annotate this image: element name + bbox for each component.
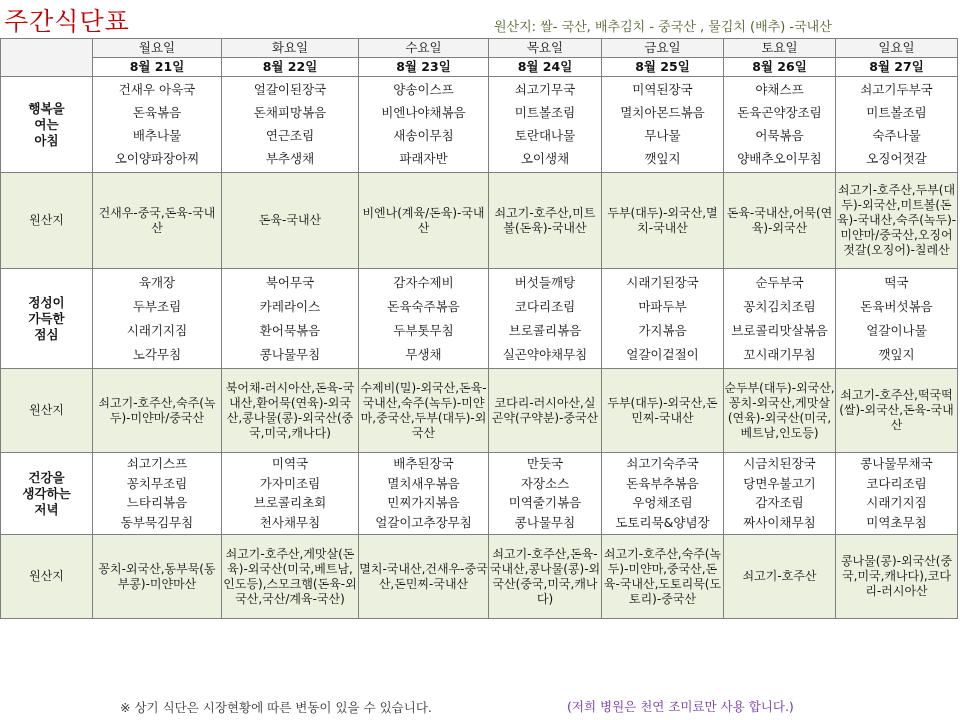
menu-cell [724, 269, 836, 369]
menu-item: 미역국 [271, 456, 309, 472]
origin-label: 원산지 [1, 369, 93, 453]
origin-cell: 돈육-국내산,어묵(연육)-외국산 [724, 173, 836, 269]
menu-item: 쇠고기스프 [126, 456, 188, 472]
menu-item: 자장소스 [520, 475, 570, 491]
meal-row [1, 269, 958, 369]
seasoning-notice: (저희 병원은 천연 조미료만 사용 합니다.) [567, 699, 794, 714]
origin-cell: 콩나물(콩)-외국산(중국,미국,캐나다),코다리-러시아산 [836, 535, 958, 619]
menu-item: 콩나물무침 [259, 346, 321, 362]
menu-cell [602, 453, 724, 535]
menu-item: 북어무국 [265, 274, 315, 290]
menu-item: 쇠고기숙주국 [626, 456, 699, 472]
menu-item: 미역초무침 [866, 514, 927, 530]
day-header: 토요일 [724, 39, 836, 58]
weekly-menu-table [0, 38, 958, 619]
corner-cell [1, 39, 93, 77]
menu-cell [359, 269, 489, 369]
menu-item: 얼갈이나물 [866, 322, 927, 338]
menu-item: 얼갈이고추장무침 [375, 514, 472, 530]
menu-item: 양송이스프 [393, 82, 454, 97]
menu-item: 시래기지짐 [126, 322, 188, 338]
menu-item: 돈채피망볶음 [253, 105, 327, 120]
menu-cell [602, 77, 724, 173]
menu-item: 시래기지짐 [866, 495, 927, 511]
day-header: 수요일 [359, 39, 489, 58]
menu-item: 돈육곤약장조림 [737, 105, 822, 120]
origin-cell: 쇠고기-호주산,숙주(녹두)-미얀마,중국산,돈육-국내산,도토리묵(도토리)-중국산 [602, 535, 724, 619]
origin-cell: 쇠고기-호주산,돈육-국내산,콩나물(콩)-외국산(중국,미국,캐나다) [489, 535, 602, 619]
menu-item: 코다리조림 [514, 298, 576, 314]
origin-row [1, 369, 958, 453]
origin-cell: 두부(대두)-외국산,돈민찌-국내산 [602, 369, 724, 453]
menu-item: 연근조림 [265, 128, 315, 143]
origin-cell: 비엔나(계육/돈육)-국내산 [359, 173, 489, 269]
menu-item: 새송이무침 [393, 128, 454, 143]
menu-cell [489, 453, 602, 535]
menu-item: 시래기된장국 [626, 274, 699, 290]
menu-item: 당면우불고기 [743, 475, 816, 491]
date-header-row [1, 58, 958, 77]
menu-item: 꽁치김치조림 [743, 298, 816, 314]
day-header: 일요일 [836, 39, 958, 58]
origin-cell: 쇠고기-호주산 [724, 535, 836, 619]
menu-item: 깻잎지 [878, 346, 915, 362]
menu-item: 무나물 [644, 128, 681, 143]
menu-item: 시금치된장국 [743, 456, 816, 472]
meal-label: 정성이 가득한 점심 [1, 269, 93, 369]
menu-item: 얼갈이겉절이 [626, 346, 699, 362]
menu-cell [602, 269, 724, 369]
menu-cell [222, 269, 359, 369]
menu-cell [724, 453, 836, 535]
menu-item: 깻잎지 [644, 151, 681, 166]
menu-cell [93, 77, 222, 173]
menu-item: 짜사이채무침 [743, 514, 816, 530]
menu-item: 민찌가지볶음 [387, 495, 460, 511]
origin-cell: 두부(대두)-외국산,멸치-국내산 [602, 173, 724, 269]
menu-item: 도토리묵&양념장 [615, 514, 710, 530]
day-header: 화요일 [222, 39, 359, 58]
menu-item: 느타리볶음 [126, 495, 188, 511]
menu-cell [489, 269, 602, 369]
origin-cell: 순두부(대두)-외국산,꽁치-외국산,게맛살(연육)-외국산(미국,베트남,인도등) [724, 369, 836, 453]
menu-item: 멸치새우볶음 [387, 475, 460, 491]
day-header: 금요일 [602, 39, 724, 58]
menu-item: 가지볶음 [638, 322, 687, 338]
menu-item: 부추생채 [265, 151, 315, 166]
menu-item: 감자조림 [755, 495, 804, 511]
menu-item: 멸치아몬드볶음 [620, 105, 705, 120]
menu-item: 비엔나야채볶음 [381, 105, 466, 120]
origin-cell: 꽁치-외국산,동부묵(동부콩)-미얀마산 [93, 535, 222, 619]
menu-change-notice: ※ 상기 식단은 시장현황에 따른 변동이 있을 수 있습니다. [120, 700, 432, 715]
menu-item: 배추된장국 [393, 456, 454, 472]
menu-item: 감자수제비 [393, 274, 454, 290]
menu-item: 코다리조림 [866, 475, 927, 491]
menu-cell [359, 77, 489, 173]
menu-item: 토란대나물 [514, 128, 576, 143]
menu-item: 두부조림 [132, 298, 182, 314]
date-header: 8월 23일 [359, 58, 489, 77]
date-header: 8월 26일 [724, 58, 836, 77]
menu-item: 카레라이스 [259, 298, 321, 314]
origin-cell: 멸치-국내산,건새우-중국산,돈민찌-국내산 [359, 535, 489, 619]
menu-item: 마파두부 [638, 298, 687, 314]
page-title: 주간식단표 [4, 7, 130, 36]
origin-label: 원산지 [1, 535, 93, 619]
menu-item: 쇠고기무국 [514, 82, 576, 97]
menu-cell [359, 453, 489, 535]
menu-item: 우엉채조림 [632, 495, 693, 511]
date-header: 8월 24일 [489, 58, 602, 77]
menu-item: 숙주나물 [872, 128, 921, 143]
menu-item: 돈육볶음 [132, 105, 182, 120]
menu-item: 돈육숙주볶음 [387, 298, 460, 314]
menu-item: 육개장 [138, 274, 176, 290]
menu-item: 두부톳무침 [393, 322, 454, 338]
menu-item: 얼갈이된장국 [253, 82, 327, 97]
origin-cell: 쇠고기-호주산,떡국떡(쌀)-외국산,돈육-국내산 [836, 369, 958, 453]
menu-cell [836, 77, 958, 173]
menu-item: 어묵볶음 [755, 128, 804, 143]
menu-item: 무생채 [405, 346, 442, 362]
menu-item: 미역된장국 [632, 82, 693, 97]
menu-item: 양배추오이무침 [737, 151, 822, 166]
menu-item: 미트볼조림 [514, 105, 576, 120]
menu-item: 브로콜리맛살볶음 [731, 322, 828, 338]
menu-cell [222, 77, 359, 173]
origin-row [1, 535, 958, 619]
menu-cell [489, 77, 602, 173]
menu-item: 노각무침 [132, 346, 182, 362]
origin-label: 원산지 [1, 173, 93, 269]
menu-item: 꽁치무조림 [126, 475, 188, 491]
origin-cell: 쇠고기-호주산,게맛살(돈육)-외국산(미국,베트남,인도등),스모크햄(돈육-외국산,국산/계육-국산) [222, 535, 359, 619]
menu-cell [724, 77, 836, 173]
origin-cell: 쇠고기-호주산,미트볼(돈육)-국내산 [489, 173, 602, 269]
menu-item: 건새우 아욱국 [118, 82, 196, 97]
menu-item: 돈육버섯볶음 [860, 298, 933, 314]
origin-cell: 북어채-러시아산,돈육-국내산,환어묵(연육)-외국산,콩나물(콩)-외국산(중국,미국,캐나다) [222, 369, 359, 453]
menu-item: 미역줄기볶음 [508, 495, 582, 511]
origin-cell: 쇠고기-호주산,두부(대두)-외국산,미트볼(돈육)-국내산,숙주(녹두)-미얀마/중국산,오징어젓갈(오징어)-칠레산 [836, 173, 958, 269]
meal-label: 행복을 여는 아침 [1, 77, 93, 173]
day-header: 월요일 [93, 39, 222, 58]
origin-cell: 쇠고기-호주산,숙주(녹두)-미얀마/중국산 [93, 369, 222, 453]
date-header: 8월 27일 [836, 58, 958, 77]
date-header: 8월 21일 [93, 58, 222, 77]
menu-item: 순두부국 [755, 274, 804, 290]
menu-cell [93, 453, 222, 535]
menu-cell [93, 269, 222, 369]
menu-item: 오이양파장아찌 [114, 151, 200, 166]
menu-item: 동부묵김무침 [120, 514, 194, 530]
menu-item: 꼬시래기무침 [743, 346, 816, 362]
origin-row [1, 173, 958, 269]
menu-item: 천사채무침 [259, 514, 321, 530]
menu-item: 브로콜리볶음 [508, 322, 582, 338]
meal-label: 건강을 생각하는 저녁 [1, 453, 93, 535]
origin-cell: 건새우-중국,돈육-국내산 [93, 173, 222, 269]
day-header-row [1, 39, 958, 58]
menu-item: 배추나물 [132, 128, 182, 143]
menu-item: 오징어젓갈 [866, 151, 927, 166]
menu-cell [222, 453, 359, 535]
menu-item: 만둣국 [526, 456, 564, 472]
origin-cell: 돈육-국내산 [222, 173, 359, 269]
menu-item: 떡국 [884, 274, 909, 290]
origin-cell: 수제비(밀)-외국산,돈육-국내산,숙주(녹두)-미얀마,중국산,두부(대두)-외국산 [359, 369, 489, 453]
menu-item: 브로콜리초회 [253, 495, 327, 511]
origin-cell: 코다리-러시아산,실곤약(구약분)-중국산 [489, 369, 602, 453]
date-header: 8월 22일 [222, 58, 359, 77]
meal-row [1, 77, 958, 173]
menu-item: 버섯들깨탕 [514, 274, 576, 290]
menu-item: 콩나물무채국 [860, 456, 933, 472]
menu-item: 파래자반 [399, 151, 448, 166]
meal-row [1, 453, 958, 535]
menu-item: 실곤약야채무침 [502, 346, 588, 362]
menu-item: 야채스프 [755, 82, 804, 97]
day-header: 목요일 [489, 39, 602, 58]
menu-item: 쇠고기두부국 [860, 82, 933, 97]
date-header: 8월 25일 [602, 58, 724, 77]
menu-item: 환어묵볶음 [259, 322, 321, 338]
menu-item: 돈육부추볶음 [626, 475, 699, 491]
menu-item: 미트볼조림 [866, 105, 927, 120]
menu-cell [836, 453, 958, 535]
origin-note: 원산지: 쌀- 국산, 배추김치 - 중국산 , 물김치 (배추) -국내산 [494, 20, 832, 35]
menu-item: 콩나물무침 [514, 514, 576, 530]
menu-item: 오이생채 [520, 151, 570, 166]
menu-cell [836, 269, 958, 369]
menu-item: 가자미조림 [259, 475, 321, 491]
